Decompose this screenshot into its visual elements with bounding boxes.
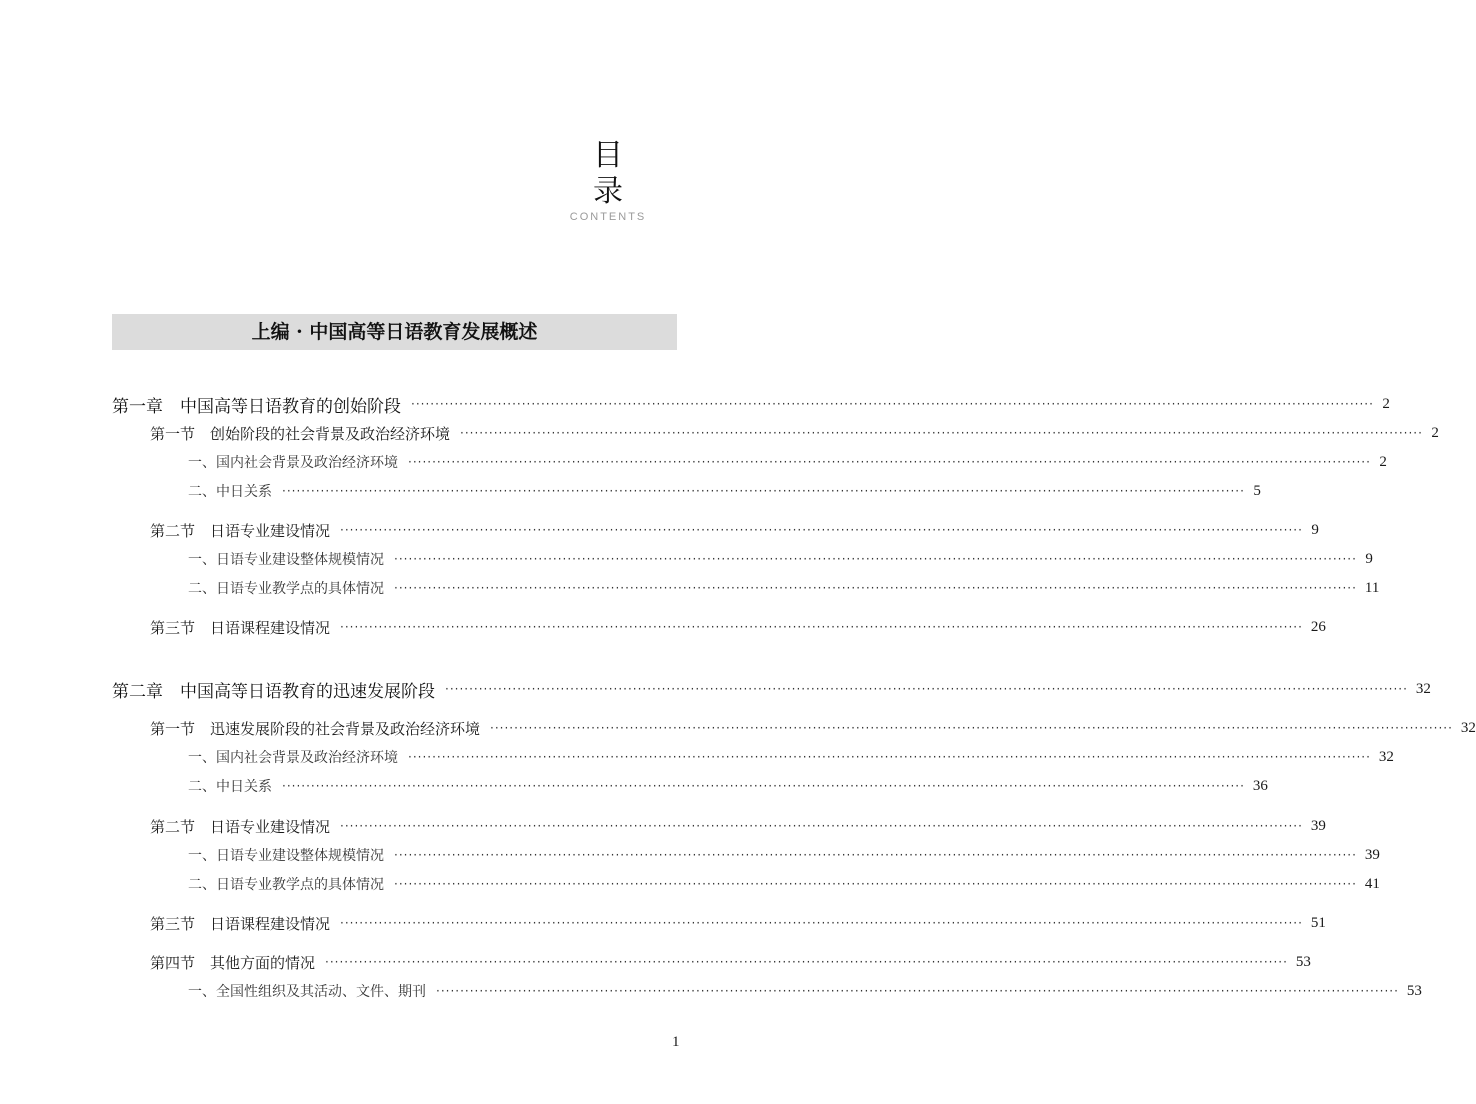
toc-entry-page: 32 [1415, 680, 1431, 697]
toc-section [0, 715, 1476, 741]
toc-section [0, 517, 1319, 543]
toc-leader-dots: ········································································································································································································ [408, 455, 1371, 469]
toc-entry-page: 11 [1364, 579, 1380, 596]
toc-subsection [0, 871, 1380, 897]
toc-leader-dots: ········································································································································································································ [340, 819, 1303, 833]
toc-entry-page: 51 [1310, 914, 1326, 931]
toc-entry-label: 第一章 中国高等日语教育的创始阶段 [112, 396, 401, 417]
toc-leader-dots: ········································································································································································································ [394, 552, 1357, 566]
toc-leader-dots: ········································································································································································································ [445, 682, 1408, 696]
toc-entry-label: 第二节 日语专业建设情况 [150, 817, 331, 836]
toc-entry-label: 二、中日关系 [188, 484, 272, 500]
toc-entry-label: 第三节 日语课程建设情况 [150, 914, 331, 933]
toc-entry-label: 第四节 其他方面的情况 [150, 953, 316, 972]
toc-entry-label: 一、全国性组织及其活动、文件、期刊 [188, 984, 426, 1000]
toc-subsection [0, 773, 1268, 799]
toc-entry-page: 53 [1295, 953, 1311, 970]
toc-leader-dots: ········································································································································································································ [394, 877, 1357, 891]
toc-entry-page: 39 [1364, 846, 1380, 863]
part-header: 上编 · 中国高等日语教育发展概述 [112, 314, 677, 350]
toc-section [0, 910, 1326, 936]
toc-entry-label: 二、日语专业教学点的具体情况 [188, 581, 384, 597]
toc-section [0, 813, 1326, 839]
toc-entry-label: 二、中日关系 [188, 779, 272, 795]
toc-entry-page: 32 [1460, 719, 1476, 736]
toc-leader-dots: ········································································································································································································ [340, 523, 1303, 537]
toc-leader-dots: ········································································································································································································ [340, 620, 1303, 634]
toc-entry-page: 9 [1365, 550, 1373, 567]
toc-entry-page: 26 [1310, 618, 1326, 635]
toc-chapter [0, 391, 1390, 417]
toc-leader-dots: ········································································································································································································ [340, 916, 1303, 930]
toc-entry-page: 53 [1406, 982, 1422, 999]
toc-subsection [0, 449, 1387, 475]
toc-section [0, 614, 1326, 640]
toc-entry-label: 第一节 创始阶段的社会背景及政治经济环境 [150, 424, 451, 443]
toc-entry-label: 一、国内社会背景及政治经济环境 [188, 455, 398, 471]
toc-entry-label: 二、日语专业教学点的具体情况 [188, 877, 384, 893]
toc-title: 目 录 [593, 138, 651, 209]
toc-entry-page: 41 [1364, 875, 1380, 892]
toc-entry-label: 一、日语专业建设整体规模情况 [188, 848, 384, 864]
toc-subsection [0, 478, 1261, 504]
toc-entry-label: 一、国内社会背景及政治经济环境 [188, 750, 398, 766]
toc-leader-dots: ········································································································································································································ [460, 426, 1423, 440]
toc-entry-page: 2 [1379, 453, 1387, 470]
page-number: 1 [672, 1034, 680, 1050]
toc-entry-page: 2 [1382, 395, 1390, 412]
toc-leader-dots: ········································································································································································································ [490, 721, 1453, 735]
toc-subtitle: CONTENTS [569, 211, 647, 223]
toc-entry-page: 2 [1431, 424, 1439, 441]
toc-leader-dots: ········································································································································································································ [282, 484, 1245, 498]
toc-section [0, 949, 1311, 975]
toc-subsection [0, 744, 1394, 770]
toc-subsection [0, 978, 1422, 1004]
toc-leader-dots: ········································································································································································································ [394, 848, 1357, 862]
toc-leader-dots: ········································································································································································································ [325, 955, 1288, 969]
toc-leader-dots: ········································································································································································································ [282, 779, 1245, 793]
toc-entry-label: 第一节 迅速发展阶段的社会背景及政治经济环境 [150, 719, 481, 738]
toc-subsection [0, 575, 1380, 601]
toc-entry-page: 36 [1252, 777, 1268, 794]
toc-entry-label: 一、日语专业建设整体规模情况 [188, 552, 384, 568]
toc-entry-page: 39 [1310, 817, 1326, 834]
toc-leader-dots: ········································································································································································································ [408, 750, 1371, 764]
toc-entry-label: 第二节 日语专业建设情况 [150, 521, 331, 540]
toc-section [0, 420, 1439, 446]
toc-subsection [0, 842, 1380, 868]
toc-subsection [0, 546, 1373, 572]
toc-entry-page: 32 [1378, 748, 1394, 765]
toc-entry-label: 第三节 日语课程建设情况 [150, 618, 331, 637]
toc-leader-dots: ········································································································································································································ [411, 397, 1374, 411]
toc-leader-dots: ········································································································································································································ [394, 581, 1357, 595]
toc-entry-page: 9 [1311, 521, 1319, 538]
toc-chapter [0, 676, 1431, 702]
toc-entry-page: 5 [1253, 482, 1261, 499]
toc-title-block [538, 138, 678, 223]
toc-entry-label: 第二章 中国高等日语教育的迅速发展阶段 [112, 681, 435, 702]
toc-leader-dots: ········································································································································································································ [436, 984, 1399, 998]
